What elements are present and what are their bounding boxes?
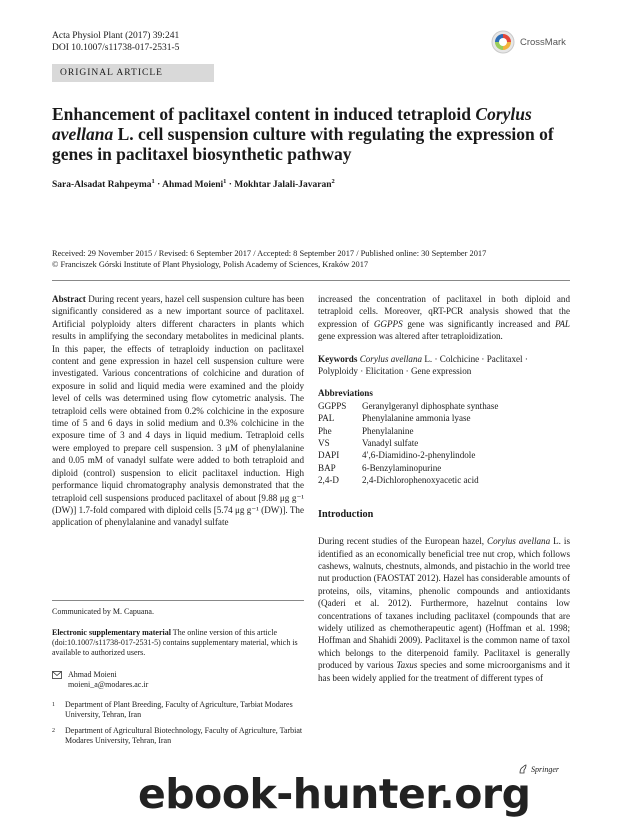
abstract-text-cont: gene was significantly increased and — [402, 318, 555, 329]
publication-dates — [52, 248, 572, 270]
abbr-term: PAL — [318, 413, 335, 424]
abbr-row — [318, 437, 498, 449]
esm-heading: Electronic supplementary material — [52, 628, 171, 637]
author-name[interactable]: Sara-Alsadat Rahpeyma — [52, 180, 152, 191]
esm-note — [52, 628, 304, 658]
abbr-definition: 4′,6-Diamidino-2-phenylindole — [362, 450, 476, 461]
author-name[interactable]: Mokhtar Jalali-Javaran — [234, 180, 332, 191]
abbr-definition: Vanadyl sulfate — [362, 438, 419, 449]
contact-name: Ahmad Moieni — [68, 670, 117, 679]
intro-genus: Taxus — [396, 660, 418, 671]
abbr-term: 2,4-D — [318, 475, 339, 486]
abbr-definition: Phenylalanine — [362, 425, 414, 436]
article-type-badge: ORIGINAL ARTICLE — [52, 64, 214, 82]
affiliation-2 — [52, 726, 304, 746]
abbr-row — [318, 425, 498, 437]
crossmark-icon — [491, 30, 515, 54]
author-list: Sara-Alsadat Rahpeyma$^1$ · Ahmad Moieni$^1$ · Mokhtar Jalali-Javaran$^2$ — [52, 178, 335, 191]
envelope-icon — [52, 671, 62, 679]
keywords-heading: Keywords — [318, 353, 358, 364]
contact-email[interactable]: moieni_a@modares.ac.ir — [68, 680, 149, 689]
keywords — [318, 353, 570, 378]
abbr-term: VS — [318, 438, 330, 449]
journal-citation: Acta Physiol Plant (2017) 39:241 — [52, 31, 180, 41]
communicated-by: Communicated by M. Capuana. — [52, 607, 154, 616]
abbr-definition: Geranylgeranyl diphosphate synthase — [362, 400, 499, 411]
affiliation-text: Department of Plant Breeding, Faculty of Agriculture, Tarbiat Modares University, Tehran, Iran — [65, 700, 293, 719]
history-dates: Received: 29 November 2015 / Revised: 6 September 2017 / Accepted: 8 September 2017 / Published online: 30 September 2017 — [52, 249, 487, 258]
author-affil: 2 — [331, 178, 335, 185]
gene-name: GGPPS — [373, 318, 403, 329]
footnote-divider — [52, 600, 304, 601]
abbr-term: Phe — [318, 425, 332, 436]
abbr-definition: 2,4-Dichlorophenoxyacetic acid — [362, 475, 479, 486]
crossmark-label: CrossMark — [520, 36, 566, 48]
author-name[interactable]: Ahmad Moieni — [162, 180, 224, 191]
abbr-term: BAP — [318, 462, 336, 473]
title-species: Corylus avellana — [52, 104, 532, 144]
intro-text: species and some microorganisms and it has been widely applied for the treatment of different types of — [318, 660, 570, 683]
abbr-row — [318, 462, 498, 474]
abbr-term: GGPPS — [318, 400, 347, 411]
intro-species: Corylus avellana — [487, 536, 551, 547]
abstract-text-cont: increased the concentration of paclitaxel in both diploid and tetraploid cells. Moreover, qRT-PCR analysis showed that the expression of — [318, 294, 570, 329]
title-part1: Enhancement of paclitaxel content in induced tetraploid — [52, 104, 476, 124]
publisher-name: Springer — [531, 764, 559, 774]
copyright-line: © Franciszek Górski Institute of Plant Physiology, Polish Academy of Sciences, Kraków 2017 — [52, 260, 369, 269]
abbr-row — [318, 400, 498, 412]
esm-text: The online version of this article (doi:10.1007/s11738-017-2531-5) contains supplementary material, which is available to authorized users. — [52, 628, 298, 657]
introduction-heading: Introduction — [318, 508, 374, 520]
intro-text: L. is identified as an economically beneficial tree nut crop, which follows cashews, walnuts, chestnuts, almonds, and pistachio in the world tree nut production (FAOSTAT 2012). Hazel has considerable amounts of proteins, oils, vitamins, phenolic compounds and antioxidants (Qaderi et al. 2012). Furthermore, hazelnut contains low concentrations of taxanes including paclitaxel (compounds that are widely utilized as chemotherapeutic agent) (Hoffman et al. 1998; Hoffman and Shahidi 2009). Paclitaxel is the common name of taxol which belongs to the diterpenoid family. Paclitaxel is generally produced by various — [318, 536, 570, 671]
affiliation-number: 2 — [52, 728, 55, 734]
crossmark-link[interactable] — [491, 27, 591, 57]
abbr-definition: Phenylalanine ammonia lyase — [362, 413, 471, 424]
abstract-heading: Abstract — [52, 294, 86, 304]
abstract-text: During recent years, hazel cell suspension culture has been significantly considered as a new important source of paclitaxel. Artificial polyploidy alters different characters in plants which results in amplifying the secondary metabolites in medicinal plants. In this paper, the effects of tetraploidy induction on paclitaxel content and gene expression in hazel cell suspension culture were investigated. Various concentrations of colchicine and duration of exposure in solid and liquid media were examined and the ploidy level of cells was determined using flow cytometric analysis. The tetraploid cells were obtained from 0.2% colchicine in the exposure time of 5 and 6 days in solid medium and 0.3% colchicine in the exposure time of 3 and 4 days in liquid medium. Tetraploid cells were employed to prepare cell suspension. 3 μM of phenylalanine and 0.05 mM of vanadyl sulfate were added to both tetraploid and diploid (control) suspension to elicit paclitaxel induction. High performance liquid chromatography analysis demonstrated that the tetraploid cell suspensions produced paclitaxel of about [9.88 μg g⁻¹ (DW)] 1.7-fold compared with diploid cells [5.74 μg g⁻¹ (DW)]. The application of phenylalanine and vanadyl sulfate — [52, 294, 304, 528]
gene-name: PAL — [555, 318, 570, 329]
corresponding-author — [52, 670, 304, 690]
doi: DOI 10.1007/s11738-017-2531-5 — [52, 43, 180, 53]
author-affil: 1 — [223, 178, 227, 185]
abstract-continued — [318, 293, 570, 343]
author-affil: 1 — [151, 178, 155, 185]
abbreviations-heading: Abbreviations — [318, 388, 373, 399]
right-column — [318, 293, 570, 684]
introduction-text — [318, 535, 570, 684]
abbreviations-table — [318, 400, 498, 487]
abbr-term: DAPI — [318, 450, 340, 461]
intro-text: During recent studies of the European hazel, — [318, 536, 488, 547]
affiliation-1 — [52, 700, 304, 720]
abbr-row — [318, 474, 498, 486]
affiliation-text: Department of Agricultural Biotechnology, Faculty of Agriculture, Tarbiat Modares University, Tehran, Iran — [65, 726, 303, 745]
abstract-block — [52, 293, 304, 529]
abbr-definition: 6-Benzylaminopurine — [362, 462, 442, 473]
title-part2: L. cell suspension culture with regulating the expression of genes in paclitaxel biosynthetic pathway — [52, 124, 554, 164]
keyword-species: Corylus avellana — [359, 353, 423, 364]
affiliation-number: 1 — [52, 702, 55, 708]
journal-info — [52, 30, 179, 54]
abstract-text-cont: gene expression was altered after tetraploidization. — [318, 331, 503, 342]
header-divider — [52, 280, 570, 281]
article-title — [52, 104, 572, 164]
abbr-row — [318, 449, 498, 461]
watermark-text: ebook-hunter.org — [138, 770, 531, 818]
keyword-list: L. · Colchicine · Paclitaxel · Polyploidy · Elicitation · Gene expression — [318, 353, 528, 377]
abbr-row — [318, 412, 498, 424]
